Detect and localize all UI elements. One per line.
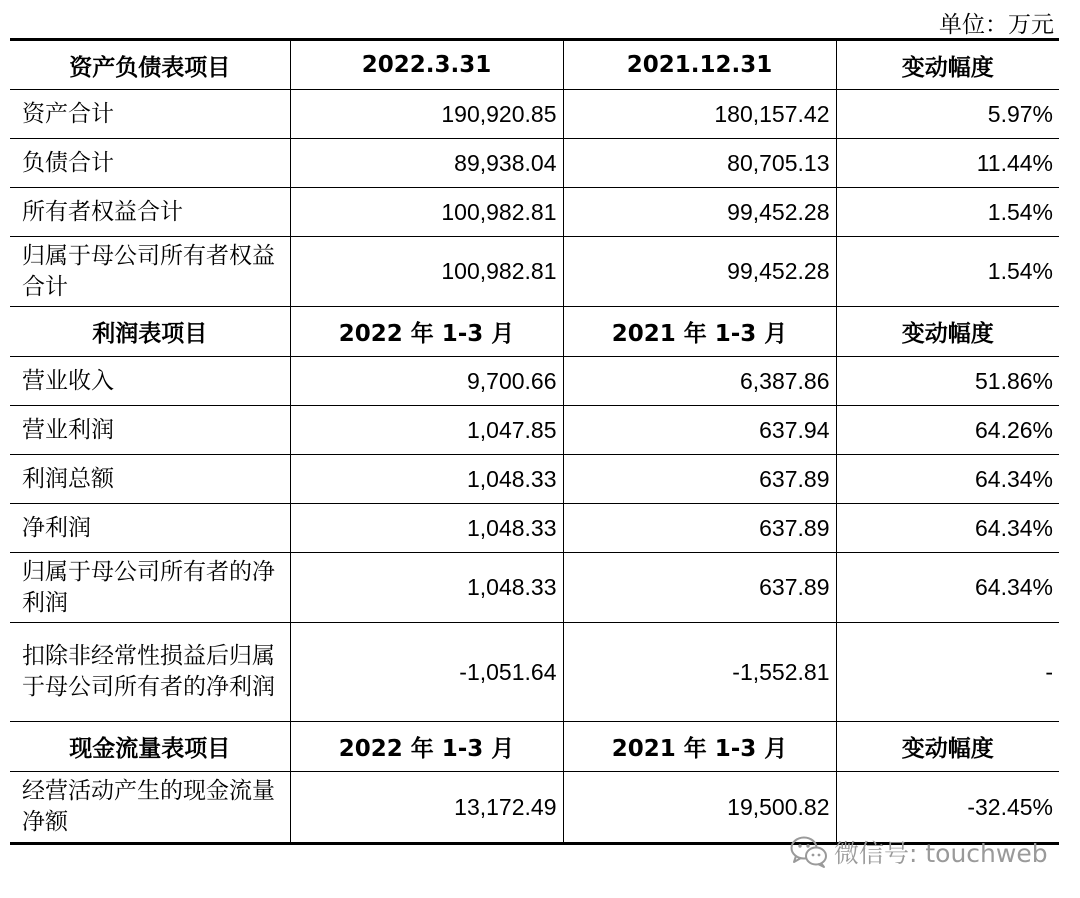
table-row — [10, 90, 1059, 139]
row-label: 利润总额 — [10, 455, 290, 504]
value-prior: 19,500.82 — [563, 772, 836, 844]
table-row — [10, 772, 1059, 844]
header-cell: 资产负债表项目 — [10, 40, 290, 90]
value-current: 1,047.85 — [290, 406, 563, 455]
row-label: 扣除非经常性损益后归属于母公司所有者的净利润 — [10, 623, 290, 722]
row-label: 所有者权益合计 — [10, 188, 290, 237]
change-value: 5.97% — [836, 90, 1059, 139]
header-cell: 变动幅度 — [836, 40, 1059, 90]
header-cell: 2021.12.31 — [563, 40, 836, 90]
change-value: 64.34% — [836, 504, 1059, 553]
value-current: 100,982.81 — [290, 188, 563, 237]
value-current: 100,982.81 — [290, 237, 563, 307]
unit-label: 单位：万元 — [939, 12, 1054, 38]
value-prior: 637.94 — [563, 406, 836, 455]
value-current: 13,172.49 — [290, 772, 563, 844]
value-current: 1,048.33 — [290, 553, 563, 623]
change-value: 64.34% — [836, 455, 1059, 504]
wechat-icon — [790, 835, 828, 869]
value-prior: 180,157.42 — [563, 90, 836, 139]
row-label: 净利润 — [10, 504, 290, 553]
financial-table — [10, 38, 1059, 845]
table-row — [10, 406, 1059, 455]
table-row — [10, 455, 1059, 504]
row-label: 营业利润 — [10, 406, 290, 455]
header-cell: 2022 年 1-3 月 — [290, 307, 563, 357]
header-cell: 变动幅度 — [836, 307, 1059, 357]
header-cell: 2021 年 1-3 月 — [563, 722, 836, 772]
table-row — [10, 553, 1059, 623]
header-cell: 变动幅度 — [836, 722, 1059, 772]
watermark-text: 微信号: touchweb — [834, 839, 1048, 868]
change-value: 51.86% — [836, 357, 1059, 406]
change-value: -32.45% — [836, 772, 1059, 844]
value-current: 190,920.85 — [290, 90, 563, 139]
header-cell: 2022.3.31 — [290, 40, 563, 90]
change-value: 64.26% — [836, 406, 1059, 455]
change-value: - — [836, 623, 1059, 722]
row-label: 资产合计 — [10, 90, 290, 139]
table-row — [10, 357, 1059, 406]
value-current: 1,048.33 — [290, 504, 563, 553]
row-label: 营业收入 — [10, 357, 290, 406]
table-row — [10, 623, 1059, 722]
change-value: 1.54% — [836, 237, 1059, 307]
change-value: 11.44% — [836, 139, 1059, 188]
value-prior: 6,387.86 — [563, 357, 836, 406]
value-prior: 637.89 — [563, 553, 836, 623]
table-row — [10, 504, 1059, 553]
value-prior: 637.89 — [563, 504, 836, 553]
value-prior: 637.89 — [563, 455, 836, 504]
table-row — [10, 139, 1059, 188]
header-cell: 2022 年 1-3 月 — [290, 722, 563, 772]
row-label: 经营活动产生的现金流量净额 — [10, 772, 290, 844]
header-cell: 现金流量表项目 — [10, 722, 290, 772]
value-prior: 99,452.28 — [563, 237, 836, 307]
watermark — [790, 834, 1048, 870]
row-label: 归属于母公司所有者的净利润 — [10, 553, 290, 623]
header-cell: 利润表项目 — [10, 307, 290, 357]
value-current: 89,938.04 — [290, 139, 563, 188]
row-label: 归属于母公司所有者权益合计 — [10, 237, 290, 307]
value-current: 1,048.33 — [290, 455, 563, 504]
section-header-row — [10, 307, 1059, 357]
change-value: 1.54% — [836, 188, 1059, 237]
change-value: 64.34% — [836, 553, 1059, 623]
table-row — [10, 188, 1059, 237]
table-row — [10, 237, 1059, 307]
section-header-row — [10, 722, 1059, 772]
value-current: 9,700.66 — [290, 357, 563, 406]
section-header-row — [10, 40, 1059, 90]
value-prior: 80,705.13 — [563, 139, 836, 188]
value-current: -1,051.64 — [290, 623, 563, 722]
value-prior: -1,552.81 — [563, 623, 836, 722]
row-label: 负债合计 — [10, 139, 290, 188]
header-cell: 2021 年 1-3 月 — [563, 307, 836, 357]
value-prior: 99,452.28 — [563, 188, 836, 237]
